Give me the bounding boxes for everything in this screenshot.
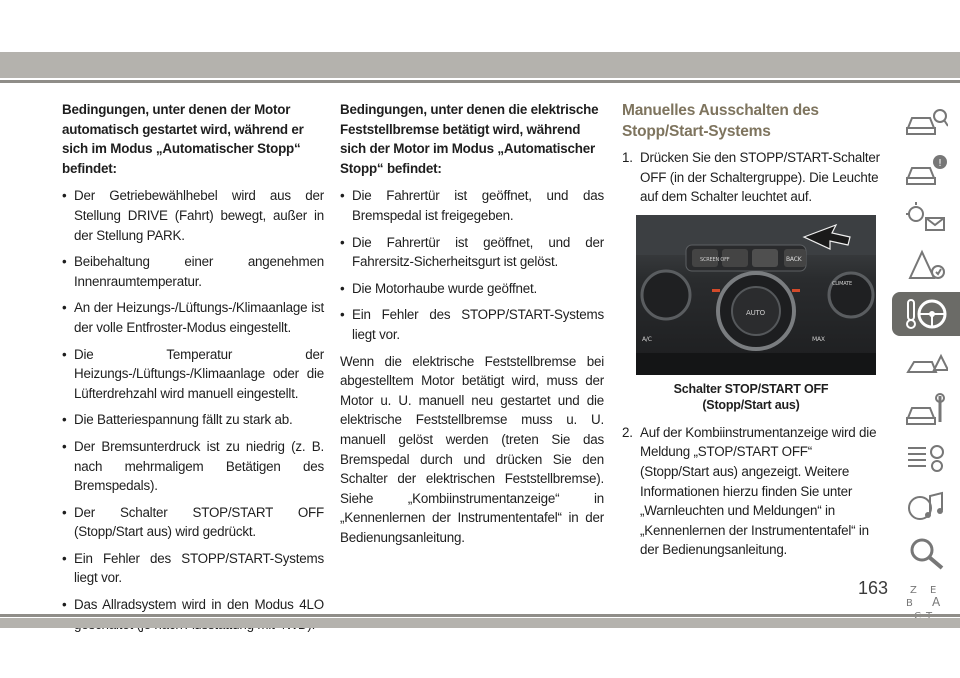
tab-car-info[interactable] bbox=[892, 100, 960, 144]
car-info-icon bbox=[904, 104, 948, 140]
step-text: Drücken Sie den STOPP/START-Schalter OFF (in der Schaltergruppe). Die Leuchte auf dem Schalter leuchtet auf. bbox=[640, 150, 880, 205]
body-paragraph: Wenn die elektrische Feststellbremse bei abgestelltem Motor betätigt wird, muss der Motor u. U. manuell neu gestartet und die elektrische Feststellbremse muss u. U. manuell gelöst werden (treten Sie das Bremspedal durch und drücken Sie den Schalter der elektrischen Feststellbremse). Siehe „Kombiinstrumentanzeige“ in „Kennenlernen der Instrumententafel“ in der Bedienungsanleitung. bbox=[340, 353, 604, 545]
footer-rule bbox=[0, 614, 960, 617]
index-letter: Z bbox=[910, 585, 917, 596]
chapter-index-sidebar bbox=[892, 100, 960, 628]
road-safety-icon bbox=[904, 248, 948, 284]
tab-car-warning[interactable] bbox=[892, 148, 960, 192]
list-item: • Die Temperatur der Heizungs-/Lüftungs-/Klimaanlage oder die Lüfterdrehzahl wird manuell eingestellt. bbox=[62, 345, 324, 404]
car-service-icon bbox=[904, 392, 948, 428]
tab-dashboard-lights[interactable] bbox=[892, 196, 960, 240]
header-rule bbox=[0, 80, 960, 83]
list-item: • Ein Fehler des STOPP/START-Systems liegt vor. bbox=[340, 305, 604, 344]
back-label: BACK bbox=[786, 255, 802, 263]
index-letter: B bbox=[906, 598, 913, 609]
climate-label: CLIMATE bbox=[832, 280, 852, 287]
step-item bbox=[622, 423, 880, 560]
photo-caption bbox=[622, 381, 880, 413]
roadside-triangle-icon bbox=[904, 344, 948, 380]
tab-roadside[interactable] bbox=[892, 340, 960, 384]
auto-label: AUTO bbox=[746, 308, 765, 317]
tab-multimedia[interactable] bbox=[892, 484, 960, 528]
search-icon bbox=[904, 536, 948, 572]
section-title: Manuelles Ausschalten des Stopp/Start-Systems bbox=[622, 102, 819, 140]
step-item bbox=[622, 148, 880, 207]
step-text: Auf der Kombiinstrumentanzeige wird die Meldung „STOP/START OFF“ (Stopp/Start aus) angezeigt. Weitere Informationen hierzu finden Sie unter „Warnleuchten und Meldungen“ in „Kennenlernen der Instrumententafel“ in der Bedienungsanleitung. bbox=[640, 424, 877, 558]
section-heading: Bedingungen, unter denen der Motor automatisch gestartet wird, während er sich im Modus „Automatischer Stopp“ befindet: bbox=[62, 102, 304, 176]
column-right bbox=[622, 100, 880, 566]
list-item: • Der Bremsunterdruck ist zu niedrig (z. B. nach mehrmaligem Betätigen des Bremspedals). bbox=[62, 437, 324, 496]
caption-line: (Stopp/Start aus) bbox=[702, 397, 800, 412]
list-item: • Das Allradsystem wird in den Modus 4LO bbox=[62, 595, 324, 634]
section-heading: Bedingungen, unter denen die elektrische Feststellbremse betätigt wird, während sich der Motor im Modus „Automatischer Stopp“ befindet: bbox=[340, 102, 599, 176]
switch-photo bbox=[636, 215, 876, 375]
tab-starting-operating[interactable] bbox=[892, 292, 960, 336]
step-list bbox=[622, 423, 880, 560]
ac-label: A/C bbox=[642, 335, 652, 343]
dashboard-lights-icon bbox=[904, 200, 948, 236]
console-illustration bbox=[636, 215, 876, 375]
list-item: • Die Fahrertür ist geöffnet, und das Bremspedal ist freigegeben. bbox=[340, 186, 604, 225]
settings-list-icon bbox=[904, 440, 948, 476]
list-item: • Die Fahrertür ist geöffnet, und der Fahrersitz-Sicherheitsgurt ist gelöst. bbox=[340, 233, 604, 272]
index-letter: E bbox=[930, 585, 937, 596]
tab-search[interactable] bbox=[892, 532, 960, 576]
caption-line: Schalter STOP/START OFF bbox=[673, 381, 829, 396]
tab-specifications[interactable] bbox=[892, 436, 960, 480]
step-number: 2. bbox=[622, 424, 633, 440]
header-band bbox=[0, 0, 960, 60]
multimedia-music-icon bbox=[904, 488, 948, 524]
steering-wheel-icon bbox=[904, 296, 948, 332]
svg-text:!: ! bbox=[938, 158, 943, 169]
page-number: 163 bbox=[858, 578, 889, 598]
car-warning-icon bbox=[904, 152, 948, 188]
list-item: • An der Heizungs-/Lüftungs-/Klimaanlage ist der volle Entfroster-Modus eingestellt. bbox=[62, 298, 324, 337]
list-item: • Ein Fehler des STOPP/START-Systems liegt vor. bbox=[62, 549, 324, 588]
column-middle bbox=[340, 100, 604, 554]
bullet-list bbox=[340, 186, 604, 344]
header-bar bbox=[0, 52, 960, 78]
list-item: • Der Schalter STOP/START OFF (Stopp/Start aus) wird gedrückt. bbox=[62, 503, 324, 542]
max-label: MAX bbox=[812, 335, 825, 343]
list-item: • Beibehaltung einer angenehmen Innenraumtemperatur. bbox=[62, 252, 324, 291]
screen-label: SCREEN OFF bbox=[700, 256, 730, 263]
footer-bar bbox=[0, 618, 960, 628]
tab-service[interactable] bbox=[892, 388, 960, 432]
list-item: • Die Motorhaube wurde geöffnet. bbox=[340, 279, 604, 299]
list-item: • Die Batteriespannung fällt zu stark ab. bbox=[62, 410, 324, 430]
bullet-list bbox=[62, 186, 324, 634]
step-number: 1. bbox=[622, 150, 633, 165]
index-letter: A bbox=[932, 595, 941, 609]
tab-road-safety[interactable] bbox=[892, 244, 960, 288]
step-list bbox=[622, 148, 880, 207]
list-item: • Der Getriebewählhebel wird aus der Stellung DRIVE (Fahrt) bewegt, außer in der Stellung PARK. bbox=[62, 186, 324, 245]
column-left bbox=[62, 100, 324, 641]
